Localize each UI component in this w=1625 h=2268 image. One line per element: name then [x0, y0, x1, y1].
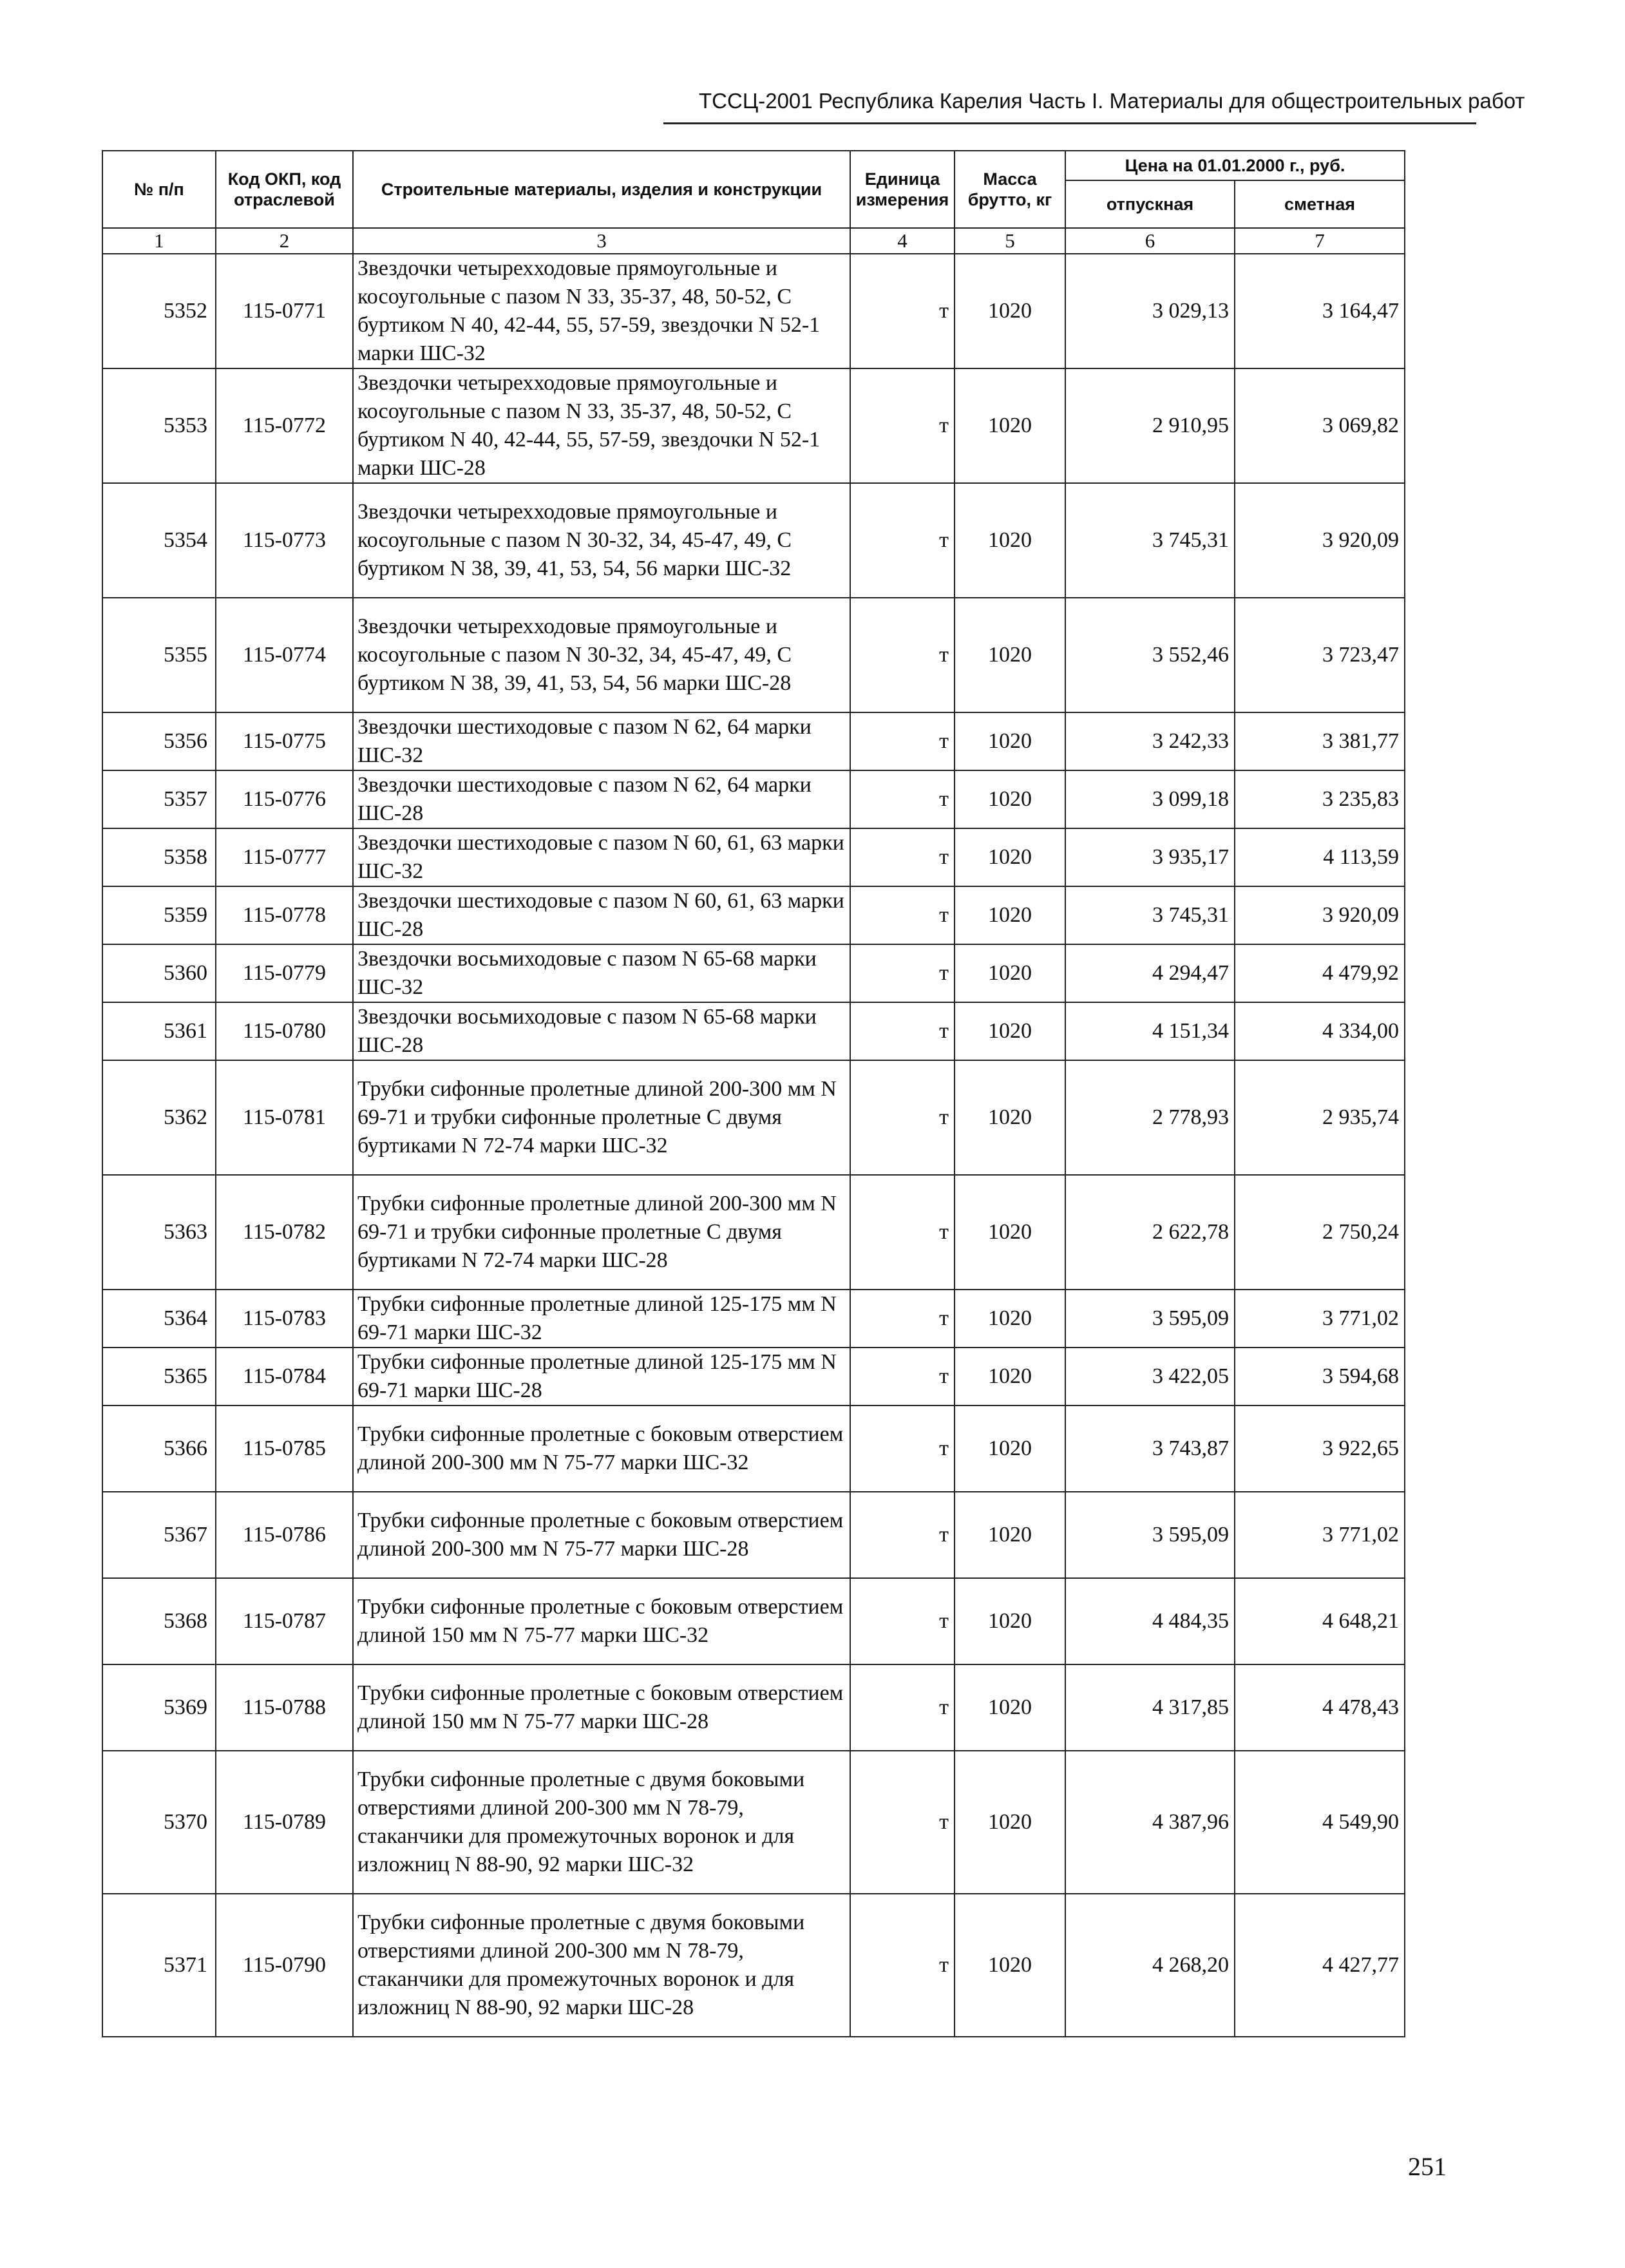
row-price-estimate: 3 920,09 [1235, 886, 1405, 944]
row-mass: 1020 [955, 1492, 1065, 1578]
row-price-estimate: 3 235,83 [1235, 770, 1405, 828]
row-number: 5365 [102, 1348, 216, 1406]
row-name: Трубки сифонные пролетные длиной 125-175 мм N 69-71 марки ШС-32 [353, 1290, 850, 1348]
row-mass: 1020 [955, 886, 1065, 944]
row-number: 5352 [102, 254, 216, 368]
header-name: Строительные материалы, изделия и конструкции [353, 151, 850, 228]
header-price-group: Цена на 01.01.2000 г., руб. [1065, 151, 1405, 180]
row-price-release: 4 317,85 [1065, 1664, 1235, 1751]
row-number: 5362 [102, 1060, 216, 1175]
row-code: 115-0773 [216, 483, 353, 598]
document-header-title: ТССЦ-2001 Республика Карелия Часть I. Материалы для общестроительных работ [699, 89, 1525, 113]
row-price-release: 4 268,20 [1065, 1894, 1235, 2037]
row-code: 115-0790 [216, 1894, 353, 2037]
table-row [102, 1002, 1405, 1060]
row-number: 5361 [102, 1002, 216, 1060]
row-unit: т [850, 1002, 955, 1060]
row-code: 115-0775 [216, 712, 353, 770]
row-name: Звездочки четырехходовые прямоугольные и косоугольные с пазом N 33, 35-37, 48, 50-52, С буртиком N 40, 42-44, 55, 57-59, звездочки N 52-1 марки ШС-28 [353, 368, 850, 483]
header-code: Код ОКП, код отраслевой [216, 151, 353, 228]
row-price-release: 3 745,31 [1065, 886, 1235, 944]
row-price-estimate: 4 549,90 [1235, 1751, 1405, 1894]
table-row [102, 770, 1405, 828]
row-number: 5371 [102, 1894, 216, 2037]
row-code: 115-0783 [216, 1290, 353, 1348]
row-mass: 1020 [955, 483, 1065, 598]
row-mass: 1020 [955, 828, 1065, 886]
row-code: 115-0785 [216, 1406, 353, 1492]
row-price-estimate: 4 648,21 [1235, 1578, 1405, 1664]
row-price-estimate: 4 478,43 [1235, 1664, 1405, 1751]
row-code: 115-0778 [216, 886, 353, 944]
row-price-release: 3 935,17 [1065, 828, 1235, 886]
row-price-release: 4 484,35 [1065, 1578, 1235, 1664]
row-unit: т [850, 598, 955, 712]
row-price-estimate: 3 920,09 [1235, 483, 1405, 598]
row-name: Трубки сифонные пролетные с боковым отверстием длиной 200-300 мм N 75-77 марки ШС-28 [353, 1492, 850, 1578]
row-name: Звездочки четырехходовые прямоугольные и косоугольные с пазом N 33, 35-37, 48, 50-52, С буртиком N 40, 42-44, 55, 57-59, звездочки N 52-1 марки ШС-32 [353, 254, 850, 368]
row-name: Звездочки восьмиходовые с пазом N 65-68 марки ШС-32 [353, 944, 850, 1002]
row-name: Трубки сифонные пролетные с двумя боковыми отверстиями длиной 200-300 мм N 78-79, стаканчики для промежуточных воронок и для изложниц N 88-90, 92 марки ШС-32 [353, 1751, 850, 1894]
row-mass: 1020 [955, 598, 1065, 712]
row-code: 115-0772 [216, 368, 353, 483]
row-code: 115-0788 [216, 1664, 353, 1751]
row-price-release: 3 422,05 [1065, 1348, 1235, 1406]
row-code: 115-0776 [216, 770, 353, 828]
row-price-release: 2 622,78 [1065, 1175, 1235, 1290]
row-mass: 1020 [955, 368, 1065, 483]
row-unit: т [850, 254, 955, 368]
row-name: Трубки сифонные пролетные с боковым отверстием длиной 150 мм N 75-77 марки ШС-28 [353, 1664, 850, 1751]
row-mass: 1020 [955, 254, 1065, 368]
row-code: 115-0782 [216, 1175, 353, 1290]
column-number: 5 [955, 228, 1065, 254]
header-rule [663, 122, 1476, 124]
row-number: 5364 [102, 1290, 216, 1348]
table-row [102, 886, 1405, 944]
row-number: 5360 [102, 944, 216, 1002]
row-number: 5353 [102, 368, 216, 483]
row-number: 5368 [102, 1578, 216, 1664]
row-mass: 1020 [955, 1578, 1065, 1664]
table-row [102, 1175, 1405, 1290]
row-price-estimate: 2 750,24 [1235, 1175, 1405, 1290]
row-mass: 1020 [955, 1348, 1065, 1406]
row-mass: 1020 [955, 1060, 1065, 1175]
row-price-estimate: 3 771,02 [1235, 1290, 1405, 1348]
row-mass: 1020 [955, 712, 1065, 770]
table-row [102, 1406, 1405, 1492]
table-row [102, 1290, 1405, 1348]
row-mass: 1020 [955, 1664, 1065, 1751]
row-number: 5356 [102, 712, 216, 770]
column-number: 2 [216, 228, 353, 254]
row-number: 5357 [102, 770, 216, 828]
row-price-estimate: 4 479,92 [1235, 944, 1405, 1002]
row-code: 115-0774 [216, 598, 353, 712]
row-unit: т [850, 1348, 955, 1406]
header-price-estimate: сметная [1235, 180, 1405, 228]
row-price-estimate: 3 594,68 [1235, 1348, 1405, 1406]
row-mass: 1020 [955, 770, 1065, 828]
row-number: 5359 [102, 886, 216, 944]
row-code: 115-0787 [216, 1578, 353, 1664]
row-code: 115-0786 [216, 1492, 353, 1578]
row-price-estimate: 4 113,59 [1235, 828, 1405, 886]
row-price-estimate: 3 723,47 [1235, 598, 1405, 712]
row-unit: т [850, 1290, 955, 1348]
row-code: 115-0784 [216, 1348, 353, 1406]
row-price-release: 3 029,13 [1065, 254, 1235, 368]
row-number: 5358 [102, 828, 216, 886]
table-row [102, 828, 1405, 886]
row-unit: т [850, 1060, 955, 1175]
row-unit: т [850, 770, 955, 828]
row-name: Звездочки шестиходовые с пазом N 62, 64 марки ШС-28 [353, 770, 850, 828]
row-unit: т [850, 1175, 955, 1290]
row-name: Звездочки шестиходовые с пазом N 60, 61, 63 марки ШС-32 [353, 828, 850, 886]
row-price-estimate: 3 922,65 [1235, 1406, 1405, 1492]
row-number: 5366 [102, 1406, 216, 1492]
column-number: 1 [102, 228, 216, 254]
row-number: 5370 [102, 1751, 216, 1894]
column-number: 3 [353, 228, 850, 254]
row-name: Звездочки восьмиходовые с пазом N 65-68 марки ШС-28 [353, 1002, 850, 1060]
row-unit: т [850, 368, 955, 483]
row-mass: 1020 [955, 944, 1065, 1002]
row-code: 115-0789 [216, 1751, 353, 1894]
row-mass: 1020 [955, 1290, 1065, 1348]
column-number: 4 [850, 228, 955, 254]
row-price-estimate: 4 427,77 [1235, 1894, 1405, 2037]
table-row [102, 368, 1405, 483]
row-mass: 1020 [955, 1406, 1065, 1492]
row-price-release: 3 242,33 [1065, 712, 1235, 770]
table-row [102, 1060, 1405, 1175]
row-code: 115-0777 [216, 828, 353, 886]
row-mass: 1020 [955, 1175, 1065, 1290]
row-price-release: 3 595,09 [1065, 1492, 1235, 1578]
header-price-release: отпускная [1065, 180, 1235, 228]
table-row [102, 1578, 1405, 1664]
row-price-release: 3 552,46 [1065, 598, 1235, 712]
row-number: 5363 [102, 1175, 216, 1290]
row-price-estimate: 3 069,82 [1235, 368, 1405, 483]
row-name: Трубки сифонные пролетные длиной 200-300 мм N 69-71 и трубки сифонные пролетные С двумя буртиками N 72-74 марки ШС-32 [353, 1060, 850, 1175]
table-row [102, 1894, 1405, 2037]
row-unit: т [850, 944, 955, 1002]
header-mass: Масса брутто, кг [955, 151, 1065, 228]
row-price-estimate: 3 381,77 [1235, 712, 1405, 770]
table-row [102, 1664, 1405, 1751]
row-mass: 1020 [955, 1751, 1065, 1894]
row-number: 5367 [102, 1492, 216, 1578]
row-unit: т [850, 1751, 955, 1894]
table-row [102, 254, 1405, 368]
row-name: Звездочки шестиходовые с пазом N 62, 64 марки ШС-32 [353, 712, 850, 770]
row-unit: т [850, 483, 955, 598]
row-number: 5355 [102, 598, 216, 712]
row-unit: т [850, 1406, 955, 1492]
table-row [102, 1492, 1405, 1578]
row-price-release: 4 151,34 [1065, 1002, 1235, 1060]
column-number: 7 [1235, 228, 1405, 254]
row-price-release: 2 910,95 [1065, 368, 1235, 483]
row-price-estimate: 3 771,02 [1235, 1492, 1405, 1578]
row-name: Звездочки шестиходовые с пазом N 60, 61, 63 марки ШС-28 [353, 886, 850, 944]
table-row [102, 712, 1405, 770]
row-code: 115-0781 [216, 1060, 353, 1175]
row-unit: т [850, 1578, 955, 1664]
row-name: Трубки сифонные пролетные с боковым отверстием длиной 200-300 мм N 75-77 марки ШС-32 [353, 1406, 850, 1492]
row-name: Трубки сифонные пролетные с боковым отверстием длиной 150 мм N 75-77 марки ШС-32 [353, 1578, 850, 1664]
row-price-release: 2 778,93 [1065, 1060, 1235, 1175]
price-table [102, 150, 1405, 2037]
row-name: Трубки сифонные пролетные длиной 125-175 мм N 69-71 марки ШС-28 [353, 1348, 850, 1406]
row-code: 115-0779 [216, 944, 353, 1002]
header-unit: Единица измерения [850, 151, 955, 228]
row-name: Трубки сифонные пролетные длиной 200-300 мм N 69-71 и трубки сифонные пролетные С двумя буртиками N 72-74 марки ШС-28 [353, 1175, 850, 1290]
row-name: Звездочки четырехходовые прямоугольные и косоугольные с пазом N 30-32, 34, 45-47, 49, С буртиком N 38, 39, 41, 53, 54, 56 марки ШС-32 [353, 483, 850, 598]
row-unit: т [850, 1664, 955, 1751]
row-price-release: 3 745,31 [1065, 483, 1235, 598]
row-price-estimate: 4 334,00 [1235, 1002, 1405, 1060]
table-row [102, 1751, 1405, 1894]
row-price-release: 3 743,87 [1065, 1406, 1235, 1492]
row-price-estimate: 3 164,47 [1235, 254, 1405, 368]
page-number: 251 [1408, 2152, 1447, 2181]
row-number: 5369 [102, 1664, 216, 1751]
row-price-release: 3 595,09 [1065, 1290, 1235, 1348]
row-mass: 1020 [955, 1894, 1065, 2037]
row-price-release: 4 294,47 [1065, 944, 1235, 1002]
table-row [102, 483, 1405, 598]
row-unit: т [850, 712, 955, 770]
row-code: 115-0780 [216, 1002, 353, 1060]
row-price-release: 4 387,96 [1065, 1751, 1235, 1894]
row-code: 115-0771 [216, 254, 353, 368]
table-row [102, 944, 1405, 1002]
table-row [102, 598, 1405, 712]
row-name: Звездочки четырехходовые прямоугольные и косоугольные с пазом N 30-32, 34, 45-47, 49, С буртиком N 38, 39, 41, 53, 54, 56 марки ШС-28 [353, 598, 850, 712]
row-price-estimate: 2 935,74 [1235, 1060, 1405, 1175]
row-unit: т [850, 886, 955, 944]
table-row [102, 1348, 1405, 1406]
row-name: Трубки сифонные пролетные с двумя боковыми отверстиями длиной 200-300 мм N 78-79, стаканчики для промежуточных воронок и для изложниц N 88-90, 92 марки ШС-28 [353, 1894, 850, 2037]
row-number: 5354 [102, 483, 216, 598]
row-price-release: 3 099,18 [1065, 770, 1235, 828]
header-num: № п/п [102, 151, 216, 228]
row-unit: т [850, 828, 955, 886]
column-number: 6 [1065, 228, 1235, 254]
row-mass: 1020 [955, 1002, 1065, 1060]
row-unit: т [850, 1894, 955, 2037]
row-unit: т [850, 1492, 955, 1578]
